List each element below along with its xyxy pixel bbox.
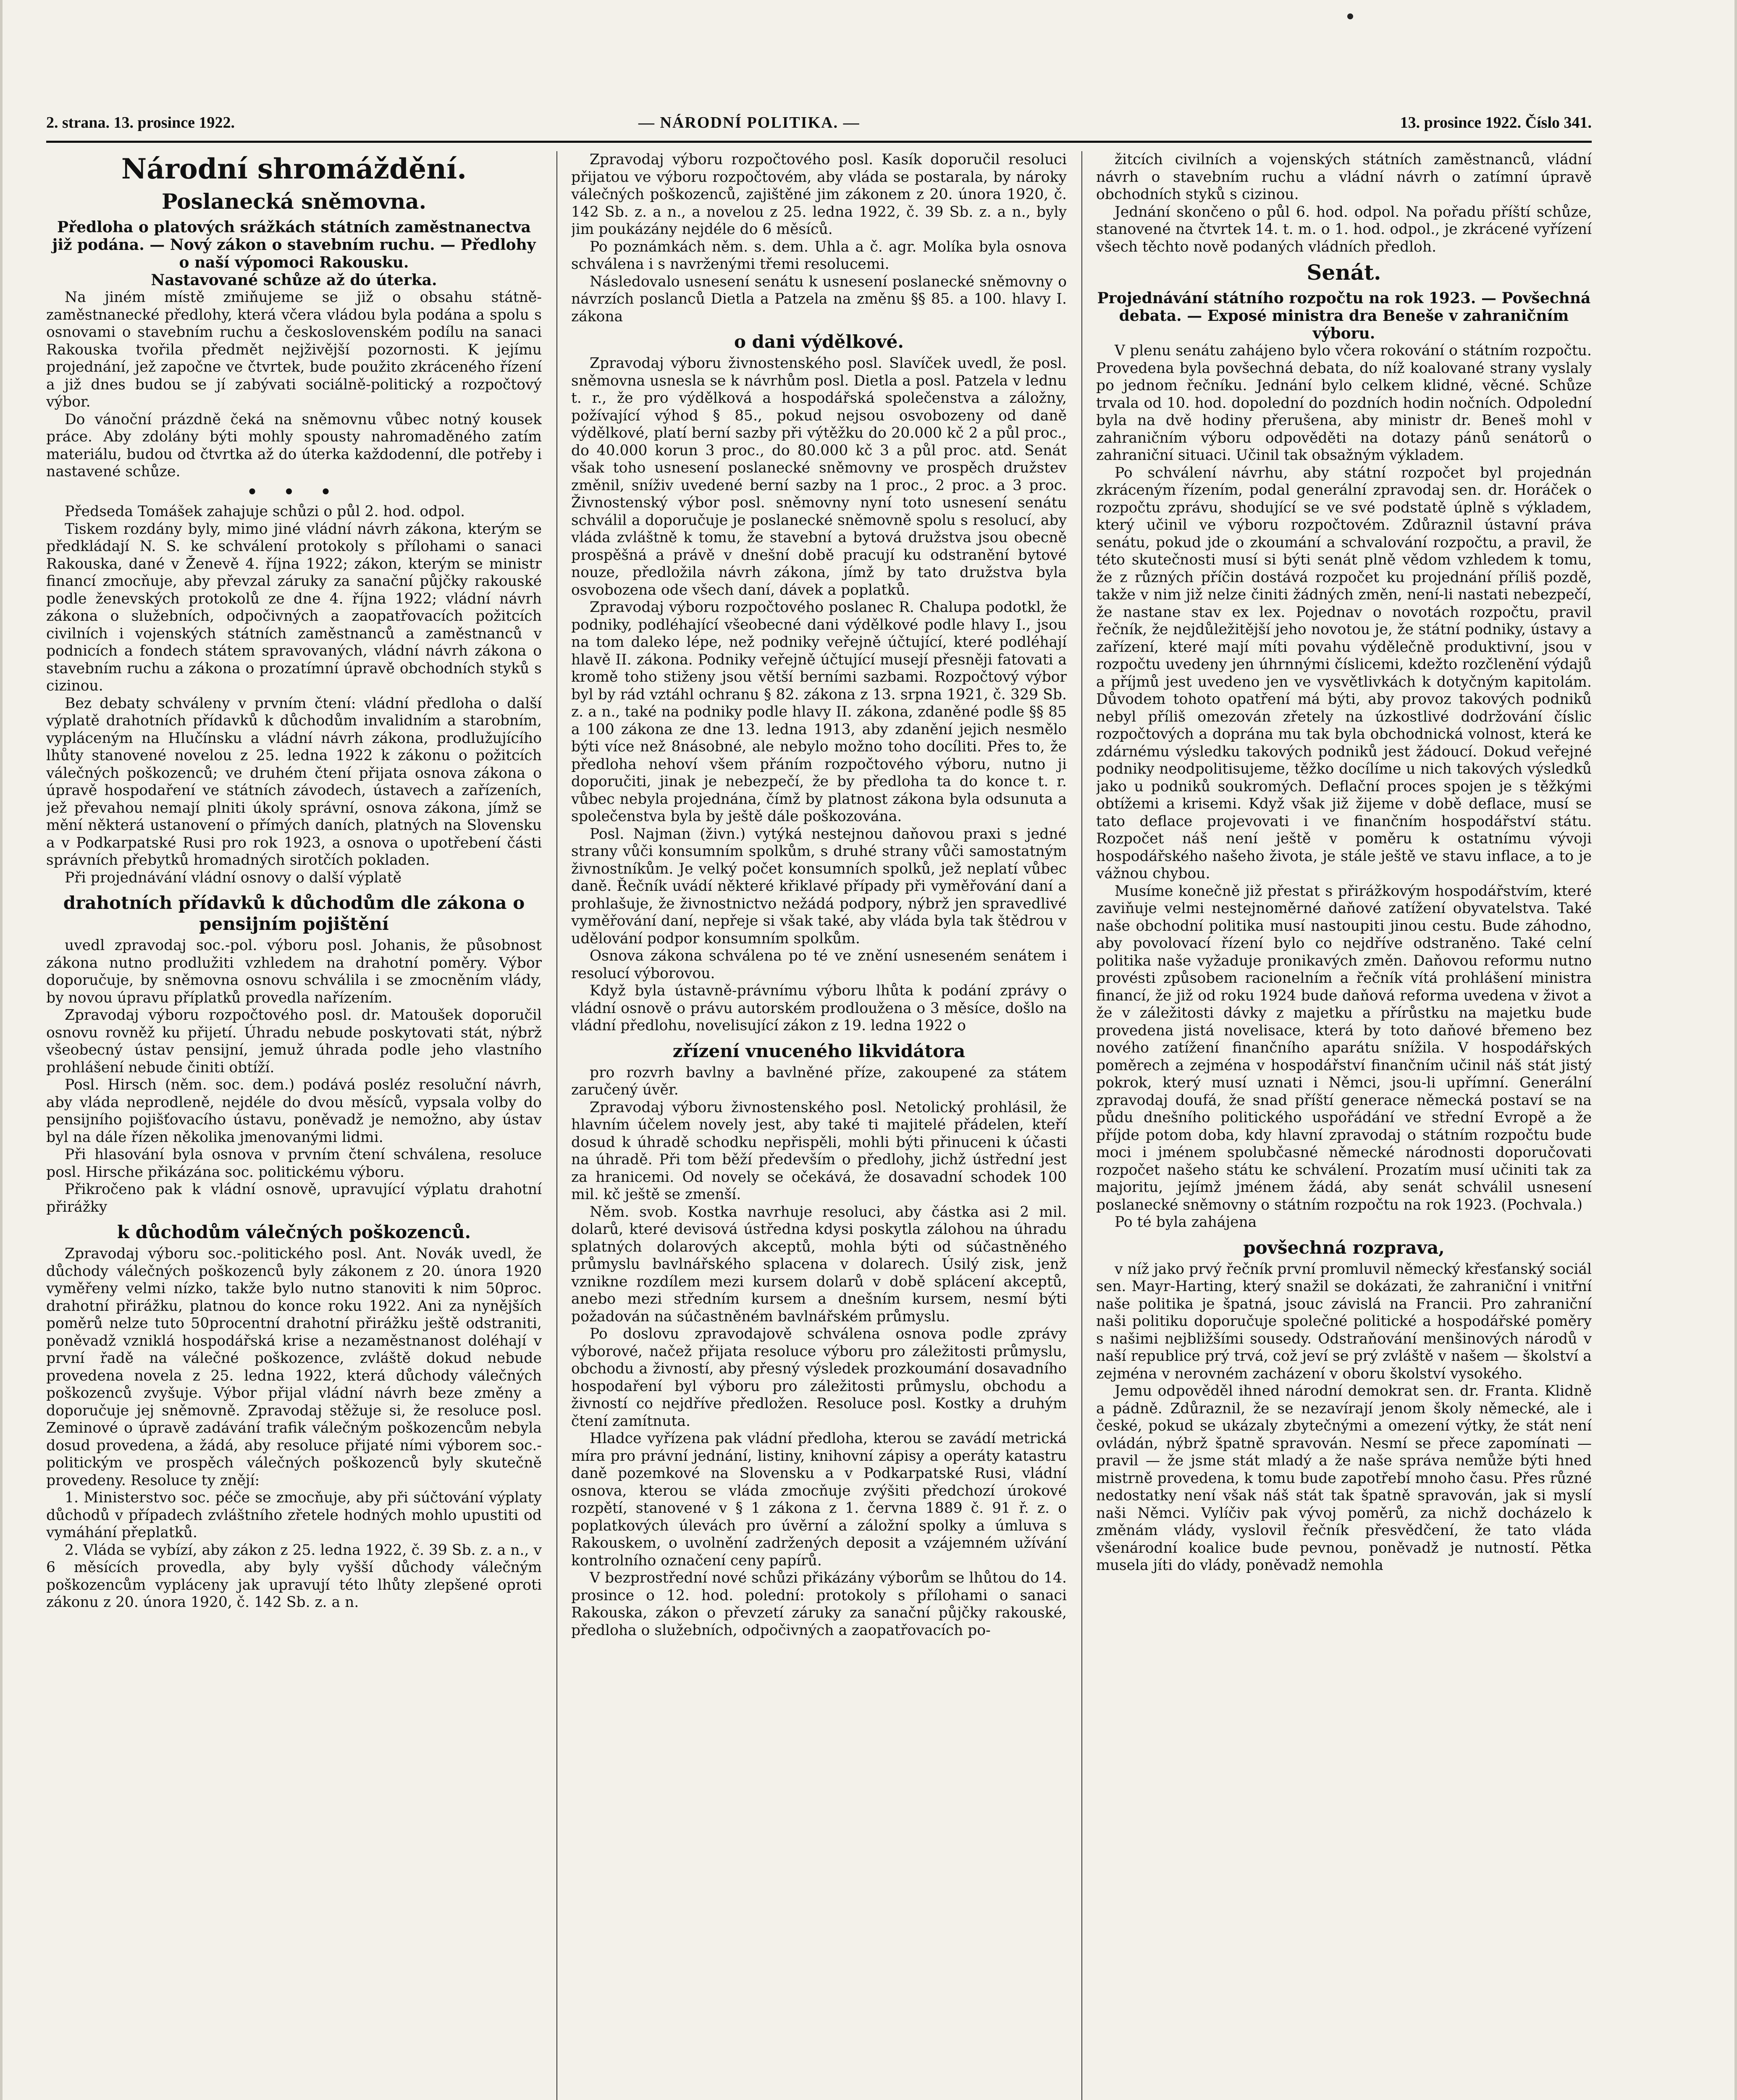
paragraph: Jednání skončeno o půl 6. hod. odpol. Na pořadu příští schůze, stanovené na čtvrtek 14. t. m. o 1. hod. odpol., je zkrácené vyřízení všech těchto nově podaných vládních předloh. [1096, 203, 1592, 255]
header-issue: 13. prosince 1922. Číslo 341. [1400, 114, 1592, 131]
article-summary: Projednávání státního rozpočtu na rok 1923. — Povšechná debata. — Exposé ministra dra Beneše v zahraničním výboru. [1097, 289, 1591, 342]
paragraph: Zpravodaj výboru rozpočtového posl. Kasík doporučil resoluci přijatou ve výboru rozpočtovém, aby vláda se postarala, by nároky válečných poškozenců, zajištěné jim zákonem z 20. února 1920, č. 142 Sb. z. a n., a novelou z 25. ledna 1922, č. 39 Sb. z. a n., byly jim poukázány nejdéle do 6 měsíců. [571, 151, 1067, 238]
subheading: o dani výdělkové. [734, 331, 904, 352]
page-edge-right [1734, 0, 1737, 2100]
paragraph: Následovalo usnesení senátu k usnesení poslanecké sněmovny o návrzích poslanců Dietla a Patzela na změnu §§ 85. a 100. hlavy I. zákona [571, 273, 1067, 325]
paragraph: 2. Vláda se vybízí, aby zákon z 25. ledna 1922, č. 39 Sb. z. a n., v 6 měsících provedla, aby byly vyšší důchody válečným poškozencům vypláceny jak upravují této lhůty zlepšené oproti zákonu z 20. února 1920, č. 142 Sb. z. a n. [46, 1541, 542, 1611]
paragraph: v níž jako prvý řečník první promluvil německý křesťanský sociál sen. Mayr-Harting, který snažil se dokázati, že zahraniční i vnitřní naše politika je špatná, jsouc závislá na Francii. Pro zahraniční naši politiku doporučuje společné politické a hospodářské poměry s našimi nejbližšími sousedy. Odstraňování menšinových národů v naší republice prý trvá, což jeví se prý zvláště v našem — školství a zejména v nerovném zacházení v oboru školství vysokého. [1096, 1260, 1592, 1382]
paragraph: Při hlasování byla osnova v prvním čtení schválena, resoluce posl. Hirsche přikázána soc. politickému výboru. [46, 1146, 542, 1181]
section-title: Národní shromáždění. [121, 152, 467, 185]
page-edge-left [0, 0, 3, 2100]
paragraph: Hladce vyřízena pak vládní předloha, kterou se zavádí metrická míra pro právní jednání, listiny, knihovní zápisy a operáty katastru daně pozemkové na Slovensku a v Podkarpatské Rusi, vládní osnova, kterou se vláda zmocňuje zvýšiti předchozí úrokové rozpětí, stanovené v § 1 zákona z 1. června 1889 č. 91 ř. z. o poplatkových úlevách pro úvěrní a záložní spolky a úmluva s Rakouskem, o uvolnění zadržených deposit a vzájemném užívání kontrolního označení ceny papírů. [571, 1430, 1067, 1569]
paragraph: Po doslovu zpravodajově schválena osnova podle zprávy výborové, načež přijata resoluce výboru pro záležitosti průmyslu, obchodu a živností, aby přesný výsledek prozkoumání dosavadního hospodaření byl výboru pro záležitosti průmyslu, obchodu a živností co nejdříve předložen. Resoluce posl. Kostky a druhým čtení zamítnuta. [571, 1326, 1067, 1430]
header-masthead: — NÁRODNÍ POLITIKA. — [638, 114, 860, 131]
paragraph: Když byla ústavně-právnímu výboru lhůta k podání zprávy o vládní osnově o právu autorském prodloužena o 3 měsíce, došlo na vládní předlohu, novelisující zákon z 19. ledna 1922 o [571, 982, 1067, 1034]
paragraph: Při projednávání vládní osnovy o další výplatě [65, 869, 402, 886]
paragraph: Posl. Hirsch (něm. soc. dem.) podává posléz resoluční návrh, aby vláda neprodleně, nejdéle do dvou měsíců, vypsala volby do pensijního pojišťovacího ústavu, poněvadž je nemožno, aby ústav byl na dále řízen několika jmenovanými lidmi. [46, 1076, 542, 1146]
paragraph: Tiskem rozdány byly, mimo jiné vládní návrh zákona, kterým se předkládají N. S. ke schválení protokoly s přílohami o sanaci Rakouska, dané v Ženevě 4. října 1922; zákon, kterým se ministr financí zmocňuje, aby převzal záruky za sanační půjčky rakouské podle ženevských protokolů ze dne 4. října 1922; vládní návrh zákona o služebních, odpočivných a zaopatřovacích požitcích civilních i vojenských státních zaměstnanců a zaměstnanců v podnicích a fondech státem spravovaných, vládní návrh zákona o stavebním ruchu a zákona o prozatímní úpravě obchodních styků s cizinou. [46, 520, 542, 694]
paragraph: Po schválení návrhu, aby státní rozpočet byl projednán zkráceným řízením, podal generální zpravodaj sen. dr. Horáček o rozpočtu zprávu, shodující se ve své podstatě úplně s výkladem, který učinil ve výboru rozpočtovém. Zdůraznil ústavní práva senátu, pokud jde o zkoumání a schvalování rozpočtu, a pravil, že této skutečnosti musí si býti senát plně vědom vzhledem k tomu, že z různých příčin dostává rozpočet ku projednání příliš pozdě, takže v nim již nelze činiti žádných změn, není-li nastati nebezpečí, že nastane stav ex lex. Pojednav o novotách rozpočtu, pravil řečník, že nejdůležitější jeho novotou je, že státní podniky, ústavy a zařízení, které mají míti povahu výdělečně produktivní, jsou v rozpočtu uvedeny jen úhrnnými číslicemi, kdežto rozčlenění výdajů a příjmů jest uvedeno jen ve vysvětlivkách k dotyčným kapitolám. Důvodem tohoto opatření má býti, aby provoz takových podniků nebyl příliš omezován zřetely na úzkostlivé dodržování číslic rozpočtových a doprána mu tak byla obchodnická volnost, která ke zdárnému výsledku takových podniků jest žádoucí. Dokud veřejné podniky neodpolitisujeme, těžko docílíme u nich takových výsledků jako u podniků soukromých. Deflační proces spojen je s těžkými obtížemi a krisemi. Když však již žijeme v době deflace, musí se tato deflace projevovati i ve finančním hospodářství státu. Rozpočet náš není ještě v poměru k ostatnímu vývoji hospodářského našeho života, je stále ještě ve stavu inflace, a to je vážnou chybou. [1096, 464, 1592, 882]
paragraph: Na jiném místě zmiňujeme se již o obsahu státně-zaměstnanecké předlohy, která včera vládou byla podána a spolu s osnovami o stavebním ruchu a československém podílu na sanaci Rakouska tvořila předmět nejživější pozornosti. K jejímu projednání, jež započne ve čtvrtek, bude použito zkráceného řízení a již dnes budou se jí zabývati sociálně-politický a rozpočtový výbor. [46, 289, 542, 410]
paragraph: uvedl zpravodaj soc.-pol. výboru posl. Johanis, že působnost zákona nutno prodlužiti vzhledem na drahotní poměry. Výbor doporučuje, by sněmovna osnovu schválila i se zmocněním vlády, by novou úpravu příplatků provedla nařízením. [46, 937, 542, 1006]
column-2 [571, 151, 1067, 2100]
paragraph: pro rozvrh bavlny a bavlněné příze, zakoupené za státem zaručený úvěr. [571, 1064, 1067, 1098]
paragraph: Jemu odpověděl ihned národní demokrat sen. dr. Franta. Klidně a pádně. Zdůraznil, že se nezavírají jenom školy německé, ale i české, pokud se ukázaly zbytečnými a omezení výtky, že stát není ovládán, nýbrž špatně spravován. Nesmí se přece zapomínati — pravil — že jsme stát mladý a že naše správa nemůže býti hned mistrně provedena, k tomu bude zapotřebí mnoho času. Přes různé nedostatky není však náš stát tak špatně spravován, jak si myslí naši Němci. Vylíčiv pak vývoj poměrů, za nichž docházelo k změnám vlády, vyslovil řečník přesvědčení, že tato vláda všenárodní koalice bude pevnou, poněvadž je nutností. Pětka musela jíti do vlády, poněvadž nemohla [1096, 1383, 1592, 1574]
paragraph: Předseda Tomášek zahajuje schůzi o půl 2. hod. odpol. [65, 503, 465, 520]
newspaper-page [46, 105, 1592, 2100]
column-rule-1 [556, 151, 557, 2100]
paragraph: Po poznámkách něm. s. dem. Uhla a č. agr. Molíka byla osnova schválena i s navrženými třemi resolucemi. [571, 238, 1067, 273]
header-page-date: 2. strana. 13. prosince 1922. [46, 114, 235, 131]
paragraph: Přikročeno pak k vládní osnově, upravující výplatu drahotní přirážky [46, 1181, 542, 1215]
paragraph: žitcích civilních a vojenských státních zaměstnanců, vládní návrh o stavebním ruchu a vládní návrh o zatímní úpravě obchodních styků s cizinou. [1096, 151, 1592, 203]
header-rule [46, 141, 1592, 143]
section-subtitle: Poslanecká sněmovna. [162, 189, 426, 214]
paragraph: Zpravodaj výboru živnostenského posl. Netolický prohlásil, že hlavním účelem novely jest, aby také ti majitelé přádelen, kteří dosud k úhradě schodku nepřispěli, mohli býti přinuceni k účasti na úhradě. Při tom běží především o předlohy, jichž ústřední jest za hranicemi. Od novely se očekává, že dosavadní schodek 100 mil. kč ještě se zmenší. [571, 1099, 1067, 1203]
paragraph: Zpravodaj výboru soc.-politického posl. Ant. Novák uvedl, že důchody válečných poškozenců byly zákonem z 20. února 1920 vyměřeny velmi nízko, takže bylo nutno stanoviti k nim 50proc. drahotní přirážku, platnou do konce roku 1922. Ani za nynějších poměrů nelze tuto 50procentní drahotní přirážku ještě odstraniti, poněvadž vzniklá hospodářská krise a nezaměstnanost doléhají v první řadě na válečné poškozence, zvláště dokud nebude provedena novela z 25. ledna 1922, která důchody válečných poškozenců zvyšuje. Výbor přijal vládní návrh beze změny a doporučuje jej sněmovně. Zpravodaj stěžuje si, že resoluce posl. Zeminové o úpravě zadávání trafik válečným poškozencům nebyla dosud provedena, a žádá, aby resoluce přijaté ními výborem soc.-politickým ve prospěch válečných poškozenců byly skutečně provedeny. Resoluce ty znějí: [46, 1245, 542, 1489]
section-title-senate: Senát. [1307, 260, 1381, 285]
subheading: zřízení vnuceného likvidátora [672, 1040, 966, 1061]
paragraph: Bez debaty schváleny v prvním čtení: vládní předloha o další výplatě drahotních přídavků k důchodům invalidním a starobním, vypláceným na Hlučínsku a vládní návrh zákona, prodlužujícího lhůty stanovené novelou z 25. ledna 1922 k zákonu o požitcích válečných poškozenců; ve druhém čtení přijata osnova zákona o úpravě hospodaření ve státních závodech, ústavech a zařízeních, jež převahou nemají plniti úkoly správní, osnova zákona, jímž se mění některá ustanovení o přímých daních, platných na Slovensku a v Podkarpatské Rusi pro rok 1923, a osnova o upotřebení části správních přebytků hromadných sirotčích pokladen. [46, 695, 542, 869]
print-speck [1347, 13, 1353, 19]
subheading: drahotních přídavků k důchodům dle zákona o pensijním pojištění [63, 892, 525, 934]
paragraph: Něm. svob. Kostka navrhuje resoluci, aby částka asi 2 mil. dolarů, které devisová ústředna kdysi poskytla zálohou na úhradu splatných dolarových akceptů, mohla býti od súčastněného průmyslu bavlnářského splacena v dolarech. Úsilý zisk, jenž vznikne rozdílem mezi kursem dolarů v době splácení akceptů, anebo mezi středním kursem a dnešním kursem, nesmí býti požadován na súčastněném bavlnářském průmyslu. [571, 1203, 1067, 1325]
column-1 [46, 151, 542, 2100]
paragraph: V plenu senátu zahájeno bylo včera rokování o státním rozpočtu. Provedena byla povšechná debata, do níž koalované strany vyslaly po jednom řečníku. Jednání bylo celkem klidné, věcné. Schůze trvala od 10. hod. dopolední do pozdních hodin nočních. Odpolední byla na dvě hodiny přerušena, aby ministr dr. Beneš mohl v zahraničním výboru odpověděti na dotazy pánů senátorů o zahraniční situaci. Učinil tak obsažným výkladem. [1096, 342, 1592, 464]
paragraph: 1. Ministerstvo soc. péče se zmocňuje, aby při súčtování výplaty důchodů v případech zvláštního zřetele hodných mohlo upustiti od vymáhání přeplatků. [46, 1489, 542, 1541]
article-summary-2: Nastavované schůze až do úterka. [151, 271, 437, 289]
article-summary: Předloha o platových srážkách státních zaměstnanectva již podána. — Nový zákon o stavebním ruchu. — Předlohy o naší výpomoci Rakousku. [52, 218, 536, 271]
subheading: k důchodům válečných poškozenců. [117, 1222, 471, 1242]
page-header [46, 105, 1592, 143]
paragraph: Do vánoční prázdně čeká na sněmovnu vůbec notný kousek práce. Aby zdolány býti mohly spousty nahromaděného zatím materiálu, budou od čtvrtka až do úterka každodenní, dle potřeby i nastavené schůze. [46, 411, 542, 480]
paragraph: Po té byla zahájena [1115, 1214, 1257, 1231]
paragraph: Posl. Najman (živn.) vytýká nestejnou daňovou praxi s jedné strany vůči konsumním spolkům, s druhé strany vůči samostatným živnostníkům. Je velký počet konsumních spolků, jež neplatí vůbec daně. Řečník uvádí některé křiklavé případy při vyměřování daní a prohlašuje, že živnostnictvo nežádá podpory, nýbrž jen spravedlivé vyměřování daní, nepřeje si však také, aby vláda byla tak štědrou v udělování podpor konsumním spolkům. [571, 825, 1067, 947]
paragraph: Zpravodaj výboru živnostenského posl. Slavíček uvedl, že posl. sněmovna usnesla se k návrhům posl. Dietla a posl. Patzela v lednu t. r., že pro výdělková a hospodářská společenstva a záložny, požívající výhod § 85., pokud nejsou osvobozeny od daně výdělkové, platí berní sazby při výtěžku do 20.000 kč 2 a půl proc., do 40.000 korun 3 proc., do 80.000 kč 3 a půl proc. atd. Senát však toho usnesení poslanecké sněmovny ve prospěch družstev změnil, sníživ uvedené berní sazby na 1 proc., 2 proc. a 3 proc. Živnostenský výbor posl. sněmovny nyní toto usnesení senátu schválil a doporučuje je poslanecké sněmovně spolu s resolucí, aby vláda zvláštně k tomu, že stavební a bytová družstva jsou obecně prospěšná a právě v dnešní době pracují ku odstranění bytové nouze, předložila návrh zákona, jímž by tato družstva byla osvobozena ode všech daní, dávek a poplatků. [571, 355, 1067, 598]
paragraph: Zpravodaj výboru rozpočtového poslanec R. Chalupa podotkl, že podniky, podléhající všeobecné dani výdělkové podle hlavy I., jsou na tom daleko lépe, než podniky veřejně účtující, které podléhají hlavě II. zákona. Podniky veřejně účtující musejí přesněji fatovati a kromě toho stiženy jsou větší berními sazbami. Rozpočtový výbor byl by rád vztáhl ochranu § 82. zákona z 13. srpna 1921, č. 329 Sb. z. a n., také na podniky podle hlavy II. zákona, zdaněné podle §§ 85 a 100 zákona ze dne 13. ledna 1913, aby zdanění jejich nesmělo býti více než 8násobné, ale nebylo možno toho docíliti. Přes to, že předloha nehoví všem přáním rozpočtového výboru, nutno ji doporučiti, jinak je nebezpečí, že by předloha ta do konce t. r. vůbec nebyla projednána, čímž by platnost zákona byla odsunuta a společenstva byla by ještě dále poškozována. [571, 599, 1067, 825]
paragraph: Zpravodaj výboru rozpočtového posl. dr. Matoušek doporučil osnovu rovněž ku přijetí. Úhradu nebude poskytovati stát, nýbrž všeobecný ústav pensijní, jemuž úhrada podle jeho vlastního prohlášení nebude činiti obtíží. [46, 1007, 542, 1076]
separator-stars: • • • [247, 482, 341, 502]
paragraph: V bezprostřední nové schůzi přikázány výborům se lhůtou do 14. prosince o 12. hod. polední: protokoly s přílohami o sanaci Rakouska, zákon o převzetí záruky za sanační půjčky rakouské, předloha o služebních, odpočivných a zaopatřovacích po- [571, 1570, 1067, 1639]
paragraph: Musíme konečně již přestat s přirážkovým hospodářstvím, které zaviňuje velmi nestejnoměrné daňové zatížení obyvatelstva. Také naše obchodní politika musí nastoupiti jinou cestu. Bude záhodno, aby povolovací řízení bylo co nejdříve odstraněno. Také celní politika naše vyžaduje pronikavých změn. Daňovou reformu nutno provésti způsobem racionelním a řečník vítá prohlášení ministra financí, že již od roku 1924 bude daňová reforma uvedena v život a že v záležitosti dávky z majetku a přírůstku na majetku bude provedena jistá novelisace, která by toto daňové břemeno bez nového zatížení finančního aparátu snížila. V hospodářských poměrech a zejména v hospodářství finančním učinil náš stát jistý pokrok, který musí uznati i Němci, jsou-li upřímní. Generální zpravodaj doufá, že snad příští generace německá postaví se na půdu dnešního politického uspořádání ve střední Evropě a že příjde potom doba, kdy hlavní zpravodaj o státním rozpočtu bude moci i jménem spolubčasné německé národnosti doporučovati rozpočet našeho státu ke schválení. Prozatím musí učiniti tak za majoritu, jejímž jménem žádá, aby senát schválil usnesení poslanecké sněmovny o státním rozpočtu na rok 1923. (Pochvala.) [1096, 882, 1592, 1213]
subheading: povšechná rozprava, [1243, 1237, 1445, 1258]
column-3 [1096, 151, 1592, 2100]
column-rule-2 [1081, 151, 1082, 2100]
paragraph: Osnova zákona schválena po té ve znění usneseném senátem i resolucí výborovou. [571, 948, 1067, 982]
